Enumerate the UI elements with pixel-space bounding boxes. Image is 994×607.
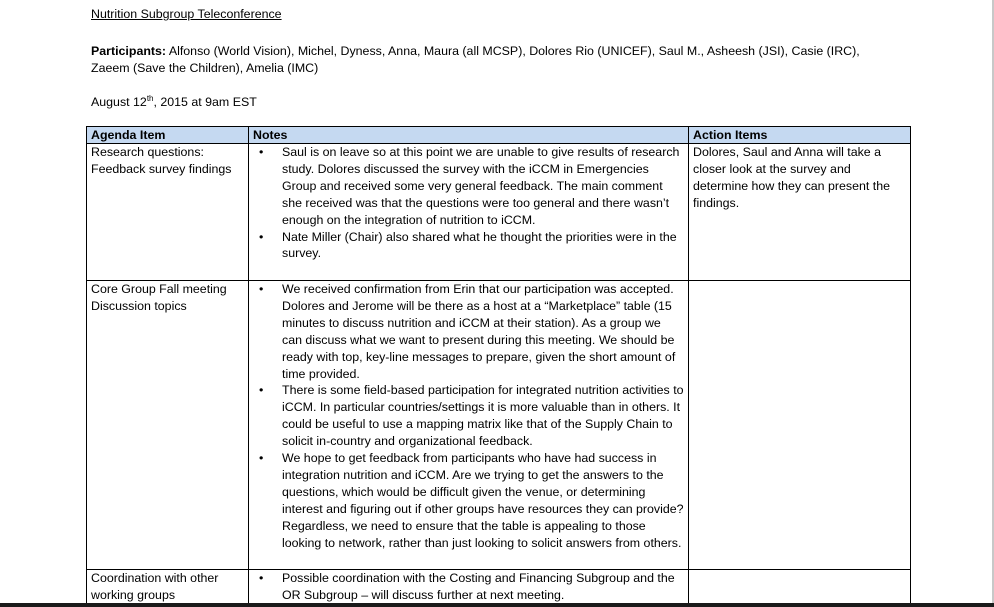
notes-cell: [249, 570, 689, 605]
bottom-bar: [0, 603, 994, 607]
participants-paragraph: [91, 43, 901, 77]
note-bullet: • Possible coordination with the Costing and Financing Subgroup and the OR Subgroup – will discuss further at next meeting.: [282, 570, 684, 604]
action-item-cell: [689, 570, 911, 605]
meeting-date: [91, 94, 257, 111]
note-bullet: • There is some field-based participation for integrated nutrition activities to iCCM. In particular countries/settings it is more valuable than in others. It could be useful to use a mapping matrix like that of the Supply Chain to solicit in-country and organizational feedback.: [282, 382, 684, 450]
participants-list: Alfonso (World Vision), Michel, Dyness, Anna, Maura (all MCSP), Dolores Rio (UNICEF), Saul M., Asheesh (JSI), Casie (IRC), Zaeem (Save the Children), Amelia (IMC): [91, 44, 860, 75]
agenda-item-cell: Coordination with other working groups: [87, 570, 249, 605]
notes-cell: [249, 281, 689, 570]
header-action-items: Action Items: [689, 127, 911, 144]
action-item-cell: Dolores, Saul and Anna will take a closer look at the survey and determine how they can present the findings.: [689, 144, 911, 281]
note-bullet: • Nate Miller (Chair) also shared what he thought the priorities were in the survey.: [282, 229, 684, 263]
date-ordinal: th: [146, 93, 154, 103]
notes-cell: [249, 144, 689, 281]
agenda-item-cell: Core Group Fall meeting Discussion topics: [87, 281, 249, 570]
action-item-cell: [689, 281, 911, 570]
agenda-table: [86, 126, 911, 605]
participants-label: Participants:: [91, 44, 167, 58]
table-header-row: [87, 127, 911, 144]
header-agenda-item: Agenda Item: [87, 127, 249, 144]
header-notes: Notes: [249, 127, 689, 144]
note-bullet: • We hope to get feedback from participants who have had success in integration nutrition and iCCM. Are we trying to get the answers to the questions, which would be difficult given the venue, or determining interest and figuring out if other groups have resources they can provide? Regardless, we need to ensure that the table is appealing to those looking to network, rather than just looking to solicit answers from others.: [282, 450, 684, 551]
date-rest: , 2015 at 9am EST: [153, 95, 257, 109]
date-main: August 12: [91, 95, 147, 109]
note-bullet: • Saul is on leave so at this point we are unable to give results of research study. Dolores discussed the survey with the iCCM in Emergencies Group and received some very general feedback. The main comment she received was that the questions were too general and there wasn’t enough on the integration of nutrition to iCCM.: [282, 144, 684, 229]
table-row: [87, 570, 911, 605]
table-row: [87, 281, 911, 570]
document-title: Nutrition Subgroup Teleconference: [91, 7, 282, 21]
table-row: [87, 144, 911, 281]
note-bullet: • We received confirmation from Erin that our participation was accepted. Dolores and Jerome will be there as a host at a “Marketplace” table (15 minutes to discuss nutrition and iCCM at their station). As a group we can discuss what we want to present during this meeting. We should be ready with top, key-line messages to prepare, given the short amount of time provided.: [282, 281, 684, 382]
agenda-item-cell: Research questions: Feedback survey findings: [87, 144, 249, 281]
